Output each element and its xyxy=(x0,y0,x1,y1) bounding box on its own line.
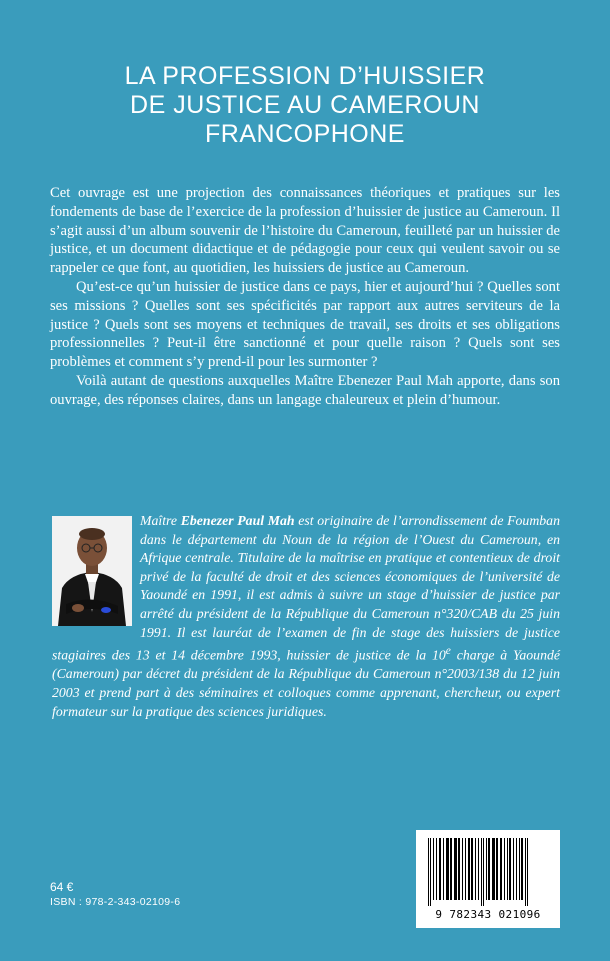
barcode-bar xyxy=(516,838,517,900)
bio-superscript: e xyxy=(445,645,451,658)
barcode-bar xyxy=(443,838,444,900)
author-photo xyxy=(52,516,132,626)
barcode-bar xyxy=(471,838,473,900)
description-paragraph-3: Voilà autant de questions auxquelles Maître Ebenezer Paul Mah apporte, dans son ouvrage, des réponses claires, dans un langage chaleureux et plein d’humour. xyxy=(50,372,560,408)
barcode-bar xyxy=(527,838,528,906)
barcode-bar xyxy=(478,838,479,900)
barcode-bar xyxy=(433,838,434,900)
bio-prefix: Maître xyxy=(140,513,181,528)
barcode-bar xyxy=(492,838,495,900)
author-name: Ebenezer Paul Mah xyxy=(180,513,295,528)
barcode-bar xyxy=(519,838,520,900)
barcode-bar xyxy=(509,838,511,900)
bio-text-1: est originaire de l’arrondissement de Foumban dans le département du Noun de la région de l’Ouest du Cameroun, en Afrique centrale. Titulaire de la maîtrise en pratique et contentieux de droit privé de la faculté de droit et des sciences économiques de l’université de Yaoundé en 1991, il est admis à suivre un stage d’huissier de justice par arrêté du président de la République du Cameroun n°320/CAB du 25 juin 1991. Il est lauréat de l’examen de fin de stage des huissiers de justice stagiaires des 13 et 14 décembre 1993, huissier de justice de la 10 xyxy=(52,513,560,663)
price: 64 € xyxy=(50,880,74,894)
barcode-bar xyxy=(525,838,526,906)
title-line-1: LA PROFESSION D’HUISSIER xyxy=(124,62,486,90)
barcode-bar xyxy=(436,838,437,900)
barcode-bar xyxy=(496,838,498,900)
barcode-bar xyxy=(465,838,466,900)
barcode-bar xyxy=(462,838,463,900)
description-paragraph-2: Qu’est-ce qu’un huissier de justice dans ce pays, hier et aujourd’hui ? Quelles sont ses missions ? Quelles sont ses spécificités par rapport aux autres serviteurs de la justice ? Quels sont ses moyens et techniques de travail, ses droits et ses obligations professionnelles ? Peut-il être sanctionné et pour quelle raison ? Quels sont ses problèmes et comment s’y prend-il pour les surmonter ? xyxy=(50,278,560,371)
barcode-bar xyxy=(430,838,431,906)
description-paragraph-1: Cet ouvrage est une projection des connaissances théoriques et pratiques sur les fondements de base de l’exercice de la profession d’huissier de justice au Cameroun. Il s’agit aussi d’un album souvenir de l’histoire du Cameroun, feuilleté par un huissier de justice, et un document didactique et de pédagogie pour ceux qui veulent savoir ou se rappeler ce que font, au quotidien, les huissiers de justice au Cameroun. xyxy=(50,185,560,277)
barcode-bar xyxy=(504,838,505,900)
barcode-bar xyxy=(450,838,452,900)
book-description xyxy=(50,184,560,410)
barcode-bar xyxy=(428,838,429,906)
title-line-3: FRANCOPHONE xyxy=(205,120,405,148)
barcode-bar xyxy=(513,838,514,900)
barcode-bar xyxy=(446,838,449,900)
isbn: ISBN : 978-2-343-02109-6 xyxy=(50,896,181,908)
barcode-bar xyxy=(500,838,502,900)
barcode-bar xyxy=(521,838,523,900)
barcode-bar xyxy=(468,838,470,900)
barcode-bar xyxy=(439,838,441,900)
barcode-digits: 9 782343 021096 xyxy=(435,908,541,921)
barcode-bar xyxy=(458,838,460,900)
barcode-bar xyxy=(483,838,484,906)
barcode xyxy=(416,830,560,928)
barcode-bar xyxy=(488,838,490,900)
barcode-bar xyxy=(481,838,482,906)
bio-text-2: charge à Yaoundé (Cameroun) par décret du président de la République du Cameroun n°2003/138 du 12 juin 2003 et prend part à des séminaires et colloques comme apprenant, chercheur, ou expert formateur sur la pratique des sciences juridiques. xyxy=(52,647,560,719)
barcode-bar xyxy=(507,838,508,900)
barcode-bar xyxy=(454,838,457,900)
book-title xyxy=(60,62,550,149)
barcode-bar xyxy=(486,838,487,900)
author-portrait-image xyxy=(52,516,132,626)
barcode-bars xyxy=(424,838,552,908)
title-line-2: DE JUSTICE AU CAMEROUN xyxy=(130,91,480,119)
barcode-bar xyxy=(475,838,476,900)
